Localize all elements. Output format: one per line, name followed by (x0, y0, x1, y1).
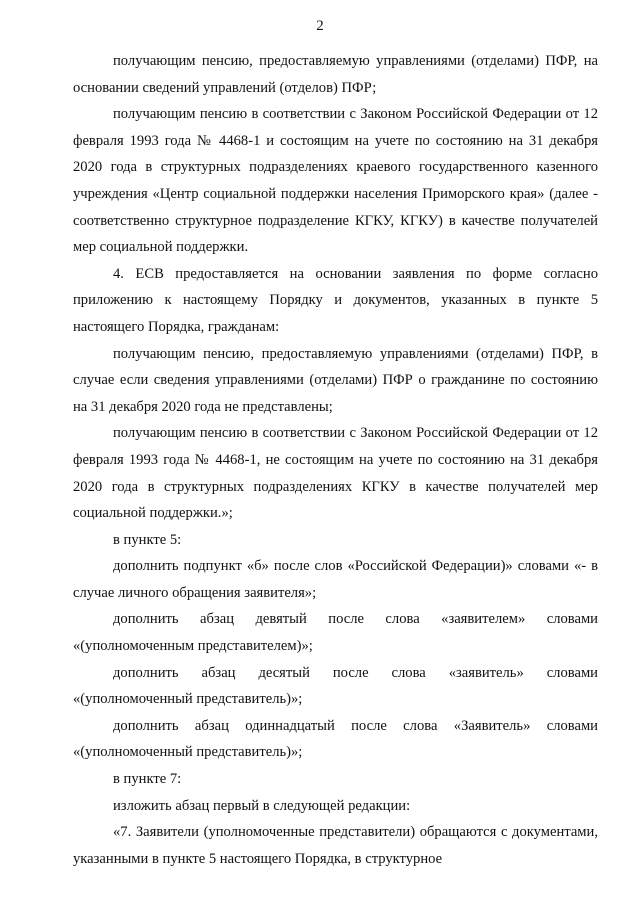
paragraph-10: дополнить абзац одиннадцатый после слова «Заявитель» словами «(уполномоченный представитель)»; (73, 717, 598, 761)
paragraph-7: дополнить подпункт «б» после слов «Российской Федерации)» словами «- в случае личного обращения заявителя»; (73, 558, 598, 601)
paragraph-8: дополнить абзац девятый после слова «заявителем» словами «(уполномоченным представителем)»; (73, 611, 598, 655)
paragraph-4: получающим пенсию, предоставляемую управлениями (отделами) ПФР, в случае если сведения управлениями (отделами) ПФР о гражданине по состоянию на 31 декабря 2020 года не представлены; (73, 345, 598, 415)
page-number: 2 (316, 18, 324, 34)
paragraph-3: 4. ЕСВ предоставляется на основании заявления по форме согласно приложению к настоящему Порядку и документов, указанных в пункте 5 настоящего Порядка, гражданам: (73, 265, 598, 335)
paragraph-5: получающим пенсию в соответствии с Законом Российской Федерации от 12 февраля 1993 года № 4468-1, не состоящим на учете по состоянию на 31 декабря 2020 года в структурных подразделениях КГКУ в качестве получателей мер социальной поддержки.»; (73, 425, 598, 522)
paragraph-13: «7. Заявители (уполномоченные представители) обращаются с документами, указанными в пункте 5 настоящего Порядка, в структурное (73, 824, 598, 867)
paragraph-11: в пункте 7: (113, 771, 182, 788)
paragraph-12: изложить абзац первый в следующей редакции: (113, 797, 411, 814)
paragraph-2: получающим пенсию в соответствии с Законом Российской Федерации от 12 февраля 1993 года № 4468-1 и состоящим на учете по состоянию на 31 декабря 2020 года в структурных подразделениях краевого государственного казенного учреждения «Центр социальной поддержки населения Приморского края» (далее - соответственно структурное подразделение КГКУ, КГКУ) в качестве получателей мер социальной поддержки. (73, 106, 598, 256)
paragraph-6: в пункте 5: (113, 531, 182, 548)
paragraph-9: дополнить абзац десятый после слова «заявитель» словами «(уполномоченный представитель)»; (73, 664, 598, 708)
document-body (73, 48, 598, 872)
paragraph-1: получающим пенсию, предоставляемую управлениями (отделами) ПФР, на основании сведений управлений (отделов) ПФР; (73, 53, 598, 96)
